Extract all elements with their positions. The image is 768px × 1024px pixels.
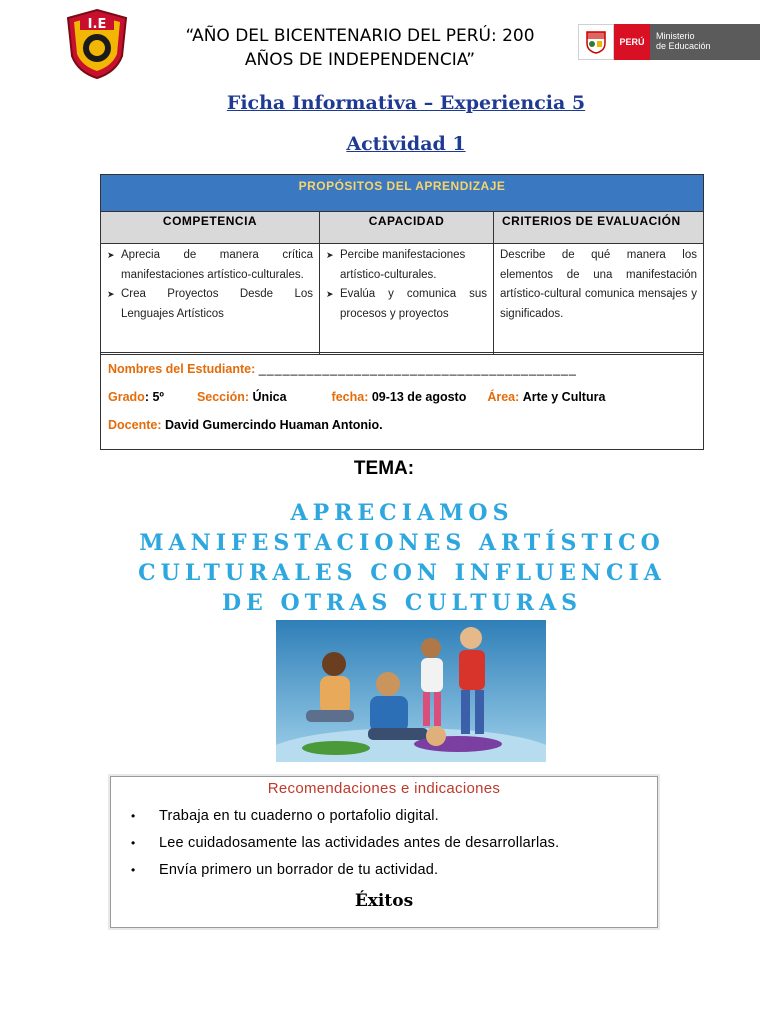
competencia-item xyxy=(107,246,313,285)
student-name-label: Nombres del Estudiante: xyxy=(108,362,256,376)
theme-line: CULTURALES CON INFLUENCIA xyxy=(138,560,666,586)
logo-text: I.E xyxy=(87,17,107,32)
learning-purposes-table xyxy=(100,174,704,355)
recommendation-text: Envía primero un borrador de tu actividad. xyxy=(159,862,439,878)
capacidad-text: Percibe manifestaciones artístico-culturales. xyxy=(340,249,466,281)
teacher-row xyxy=(108,418,383,432)
student-name-field[interactable]: ________________________________________ xyxy=(258,362,577,376)
arrow-bullet-icon: ➤ xyxy=(326,250,334,260)
bullet-icon: • xyxy=(131,809,136,823)
competencia-text: Crea Proyectos Desde Los Lenguajes Artísticos xyxy=(121,288,313,320)
ministry-label-line1: Ministerio xyxy=(656,31,695,41)
capacidad-cell xyxy=(320,244,494,354)
competencia-cell xyxy=(101,244,320,354)
capacidad-item xyxy=(326,246,487,285)
purposes-row xyxy=(101,244,703,354)
list-item xyxy=(131,857,651,884)
year-motto xyxy=(150,24,570,72)
purposes-heading: PROPÓSITOS DEL APRENDIZAJE xyxy=(101,175,703,212)
grade-label: Grado xyxy=(108,390,145,404)
school-logo xyxy=(64,8,130,80)
ministry-label xyxy=(650,24,760,60)
student-name-row xyxy=(108,362,577,376)
student-info-box xyxy=(100,352,704,450)
purposes-column-headers xyxy=(101,212,703,244)
arrow-bullet-icon: ➤ xyxy=(326,289,334,299)
theme-title xyxy=(96,498,708,618)
recommendation-text: Lee cuidadosamente las actividades antes de desarrollarlas. xyxy=(159,835,560,851)
list-item xyxy=(131,830,651,857)
capacidad-item xyxy=(326,285,487,324)
theme-line: MANIFESTACIONES ARTÍSTICO xyxy=(139,530,665,556)
course-details-row xyxy=(108,390,605,404)
competencia-item xyxy=(107,285,313,324)
teacher-label: Docente: xyxy=(108,418,162,432)
year-motto-line1: “AÑO DEL BICENTENARIO DEL PERÚ: 200 xyxy=(185,26,535,46)
students-illustration xyxy=(276,620,546,762)
peru-shield-icon xyxy=(578,24,614,60)
closing-text: Éxitos xyxy=(354,891,414,911)
ministry-label-line2: de Educación xyxy=(656,41,711,51)
arrow-bullet-icon: ➤ xyxy=(107,289,115,299)
section-label: Sección: xyxy=(196,390,250,404)
activity-title: Actividad 1 xyxy=(346,133,466,155)
competencia-text: Aprecia de manera crítica manifestaciones artístico-culturales. xyxy=(121,249,313,281)
column-header-capacidad: CAPACIDAD xyxy=(320,212,494,243)
peru-label: PERÚ xyxy=(614,24,650,60)
recommendations-box xyxy=(110,776,658,928)
capacidad-text: Evalúa y comunica sus procesos y proyectos xyxy=(340,288,487,320)
arrow-bullet-icon: ➤ xyxy=(107,250,115,260)
tema-label: TEMA: xyxy=(353,458,415,479)
criterio-cell: Describe de qué manera los elementos de una manifestación artístico-cultural comunica mensajes y significados. xyxy=(500,249,697,320)
bullet-icon: • xyxy=(131,863,136,877)
recommendations-title: Recomendaciones e indicaciones xyxy=(267,780,501,797)
page-title: Ficha Informativa – Experiencia 5 xyxy=(226,92,586,114)
date-value: 09-13 de agosto xyxy=(371,390,467,404)
bullet-icon: • xyxy=(131,836,136,850)
section-value: Única xyxy=(252,390,287,404)
area-label: Área: xyxy=(487,390,520,404)
ministry-logo xyxy=(578,24,760,60)
column-header-competencia: COMPETENCIA xyxy=(101,212,320,243)
teacher-value: David Gumercindo Huaman Antonio. xyxy=(164,418,383,432)
date-label: fecha: xyxy=(331,390,369,404)
year-motto-line2: AÑOS DE INDEPENDENCIA” xyxy=(244,50,476,70)
list-item xyxy=(131,803,651,830)
theme-line: APRECIAMOS xyxy=(290,500,514,526)
area-value: Arte y Cultura xyxy=(522,390,606,404)
theme-line: DE OTRAS CULTURAS xyxy=(221,590,583,616)
grade-value: : 5º xyxy=(144,390,164,404)
recommendation-text: Trabaja en tu cuaderno o portafolio digital. xyxy=(159,808,439,824)
recommendations-list xyxy=(131,803,651,884)
column-header-criterios: CRITERIOS DE EVALUACIÓN xyxy=(502,214,681,228)
